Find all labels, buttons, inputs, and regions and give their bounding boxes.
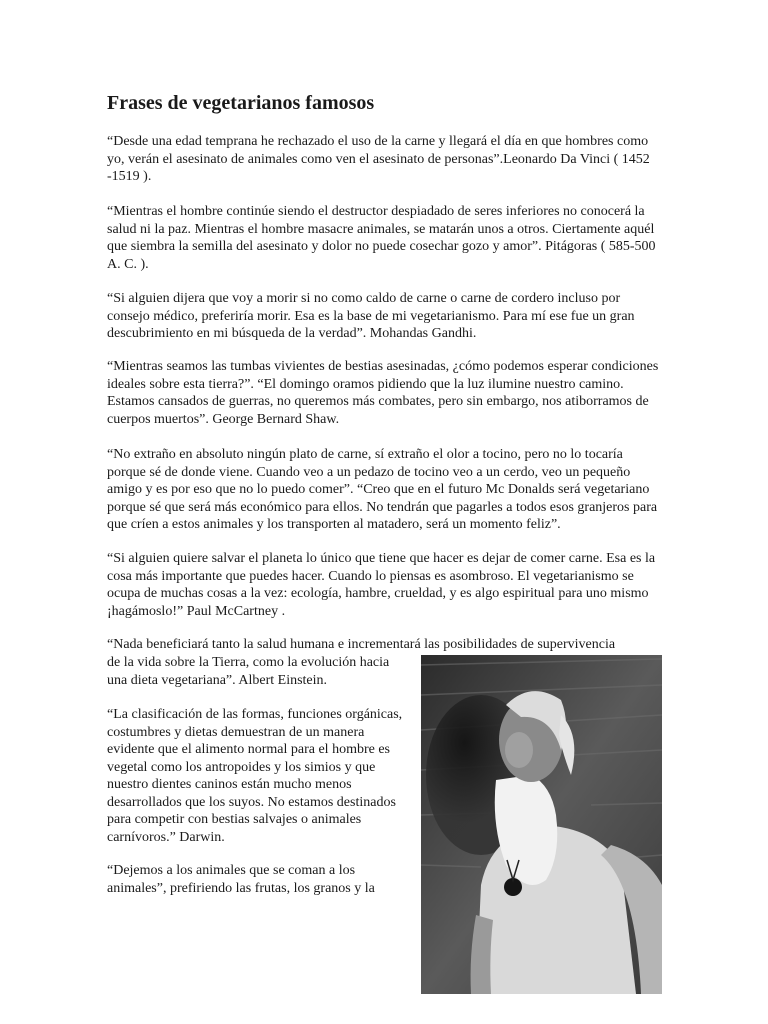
- quote-final: “Dejemos a los animales que se coman a los animales”, prefiriendo las frutas, los granos y la: [107, 863, 375, 896]
- quote-leonardo: “Desde una edad temprana he rechazado el uso de la carne y llegará el día en que hombres como yo, verán el asesinato de animales como ven el asesinato de personas”.Leonardo Da Vinci ( 1452 -1519 ).: [107, 134, 650, 184]
- portrait-photo: [421, 655, 662, 994]
- quote-gandhi: “Si alguien dijera que voy a morir si no como caldo de carne o carne de cordero incluso por consejo médico, preferiría morir. Esa es la base de mi vegetarianismo. Para mí ese fue un gran descubrimiento en mi búsqueda de la verdad”. Mohandas Gandhi.: [107, 291, 635, 341]
- quote-mccartney-1: “No extraño en absoluto ningún plato de carne, sí extraño el olor a tocino, pero no lo tocaría porque sé de donde viene. Cuando veo a un pedazo de tocino veo a un cerdo, veo un pequeño amigo y es por eso que no lo puedo comer”. “Creo que en el futuro Mc Donalds será vegetariano porque sé que será más económico para ellos. No tendrán que pagarles a todos esos granjeros para que críen a estos animales y los transporten al matadero, será un momento feliz”.: [107, 447, 658, 532]
- quote-shaw: “Mientras seamos las tumbas vivientes de bestias asesinadas, ¿cómo podemos esperar condiciones ideales sobre esta tierra?”. “El domingo oramos pidiendo que la luz ilumine nuestro camino. Estamos cansados de guerras, no queremos más combates, pero sin embargo, nos atiborramos de cuerpos muertos”. George Bernard Shaw.: [107, 359, 659, 427]
- quote-einstein-line1: “Nada beneficiará tanto la salud humana e incrementará las posibilidades de supervivencia: [107, 637, 616, 652]
- quote-mccartney-2: “Si alguien quiere salvar el planeta lo único que tiene que hacer es dejar de comer carne. Esa es la cosa más importante que puedes hacer. Cuando lo piensas es asombroso. El vegetarianismo se ocupa de muchas cosas a la vez: ecología, hambre, crueldad, y es algo espiritual para uno mismo ¡hagámoslo!” Paul McCartney .: [107, 551, 656, 619]
- quote-darwin: “La clasificación de las formas, funciones orgánicas, costumbres y dietas demuestran de un manera evidente que el alimento normal para el hombre es vegetal como los antropoides y los simios y que nuestro dientes caninos están mucho menos desarrollados que los suyos. No estamos destinados para competir con bestias salvajes o animales carnívoros.” Darwin.: [107, 707, 403, 845]
- quote-einstein-line2: de la vida sobre la Tierra, como la evolución hacia una dieta vegetariana”. Albert Einstein.: [107, 655, 390, 688]
- document-title: Frases de vegetarianos famosos: [107, 92, 375, 114]
- quote-pitagoras: “Mientras el hombre continúe siendo el destructor despiadado de seres inferiores no conocerá la salud ni la paz. Mientras el hombre masacre animales, se matarán unos a otros. Ciertamente aquél que siembra la semilla del asesinato y dolor no puede cosechar gozo y amor”. Pitágoras ( 585-500 A. C. ).: [107, 204, 656, 272]
